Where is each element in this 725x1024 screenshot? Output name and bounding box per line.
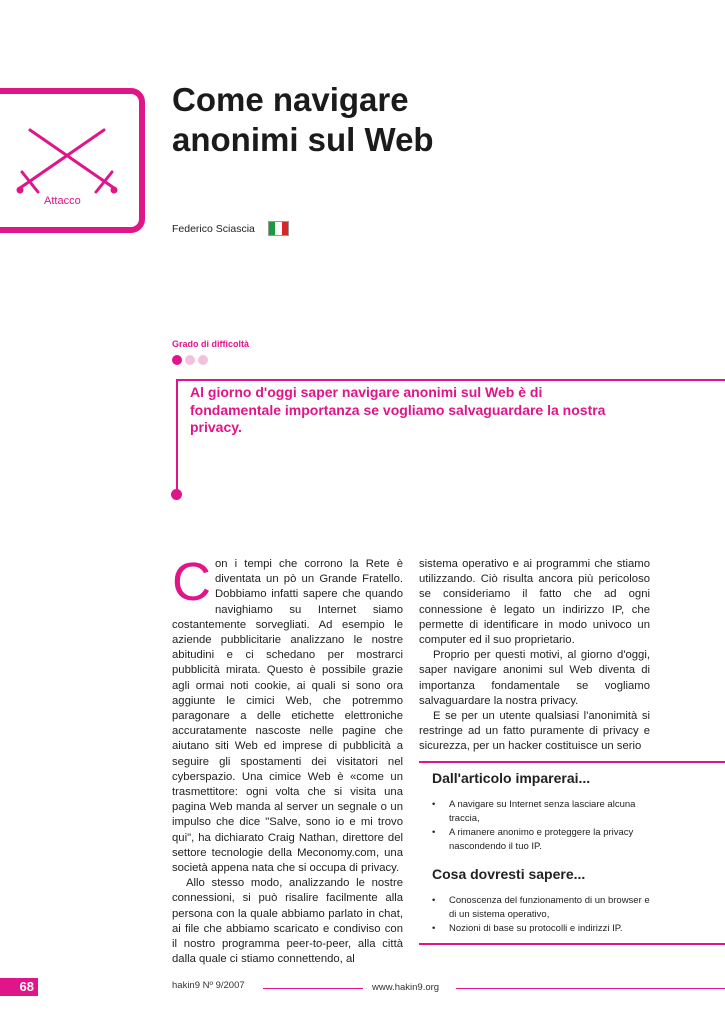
title-line-1: Come navigare xyxy=(172,81,409,118)
know-list xyxy=(432,894,652,937)
page-number: 68 xyxy=(0,978,38,996)
lead-divider-vertical xyxy=(176,381,178,493)
drop-cap: C xyxy=(172,552,211,612)
body-column-1 xyxy=(172,552,403,967)
difficulty-dot-empty xyxy=(185,355,195,365)
sidebar-bottom-edge xyxy=(419,943,725,945)
footer-divider xyxy=(456,988,725,989)
difficulty-label: Grado di difficoltà xyxy=(172,339,250,349)
flag-stripe-red xyxy=(282,222,288,235)
section-label: Attacco xyxy=(44,195,81,207)
list-item: • A navigare su Internet senza lasciare alcuna traccia, xyxy=(432,798,652,825)
learn-list xyxy=(432,798,652,854)
body-paragraph: Allo stesso modo, analizzando le nostre connessioni, si può risalire facilmente alla persona con la quale abbiamo parlato in chat, ai file che abbiamo scaricato e condiviso con il nostro programma peer-to-peer, alla città dalla quale ci stiamo connettendo, al xyxy=(172,877,403,966)
lead-paragraph: Al giorno d'oggi saper navigare anonimi sul Web è di fondamentale importanza se vogliamo salvaguardare la nostra privacy. xyxy=(190,384,606,435)
learn-box-title: Dall'articolo imparerai... xyxy=(432,770,591,786)
body-text: on i tempi che corrono la Rete è diventata un pò un Grande Fratello. Dobbiamo infatti sapere che quando navighiamo su Internet siamo costantemente sorvegliati. Ad esempio le aziende pubblicitarie analizzano le nostre abitudini e ci schedano per mostrarci pubblicità mirata. Questo è possibile grazie agli ormai noti cookie, ai quali si sono ora aggiunte le cimici Web, che potremmo paragonare a delle etichette elettroniche accuratamente nascoste nelle pagine che aiutano siti Web ed imprese di pubblicità a seguire gli spostamenti dei visitatori nel cyberspazio. Una cimice Web è «come un trasmettitore: ogni volta che si visita una pagina Web manda al server un segnale o un impulso che dice "Salve, sono io e mi trovo qui", ha dichiarato Craig Nathan, direttore del settore tecnologie della Meconomy.com, una società appena nata che si occupa di privacy. xyxy=(172,558,403,875)
sidebar-divider xyxy=(419,761,725,763)
author-name: Federico Sciascia xyxy=(172,223,255,235)
footer-website: www.hakin9.org xyxy=(372,982,440,993)
italy-flag-icon xyxy=(268,221,289,236)
title-line-2: anonimi sul Web xyxy=(172,121,434,158)
footer-divider xyxy=(263,988,363,989)
difficulty-rating xyxy=(172,355,208,365)
list-item: • A rimanere anonimo e proteggere la privacy nascondendo il tuo IP. xyxy=(432,826,652,853)
body-paragraph: Proprio per questi motivi, al giorno d'oggi, saper navigare anonimi sul Web diventa di importanza fondamentale se vogliamo salvaguardare la nostra privacy. xyxy=(419,649,650,707)
body-paragraph: sistema operativo e ai programmi che stiamo utilizzando. Ciò risulta ancora più pericoloso se consideriamo il fatto che ad ogni connessione è legato un indirizzo IP, che permette di identificare in modo univoco un computer ed il suo proprietario. xyxy=(419,558,650,647)
crossed-swords-icon xyxy=(12,120,122,200)
difficulty-dot-filled xyxy=(172,355,182,365)
body-paragraph: E se per un utente qualsiasi l'anonimità si restringe ad un fatto puramente di privacy e sicurezza, per un hacker costituisce un serio xyxy=(419,710,650,753)
know-box-title: Cosa dovresti sapere... xyxy=(432,866,586,882)
body-column-2 xyxy=(419,557,650,755)
footer-issue: hakin9 Nº 9/2007 xyxy=(172,980,245,991)
list-item: • Conoscenza del funzionamento di un browser e di un sistema operativo, xyxy=(432,894,652,921)
page-title xyxy=(172,80,434,160)
list-item: • Nozioni di base su protocolli e indirizzi IP. xyxy=(432,922,652,936)
lead-bullet xyxy=(171,489,182,500)
difficulty-dot-empty xyxy=(198,355,208,365)
body-paragraph xyxy=(172,552,403,876)
lead-divider-horizontal xyxy=(176,379,725,381)
